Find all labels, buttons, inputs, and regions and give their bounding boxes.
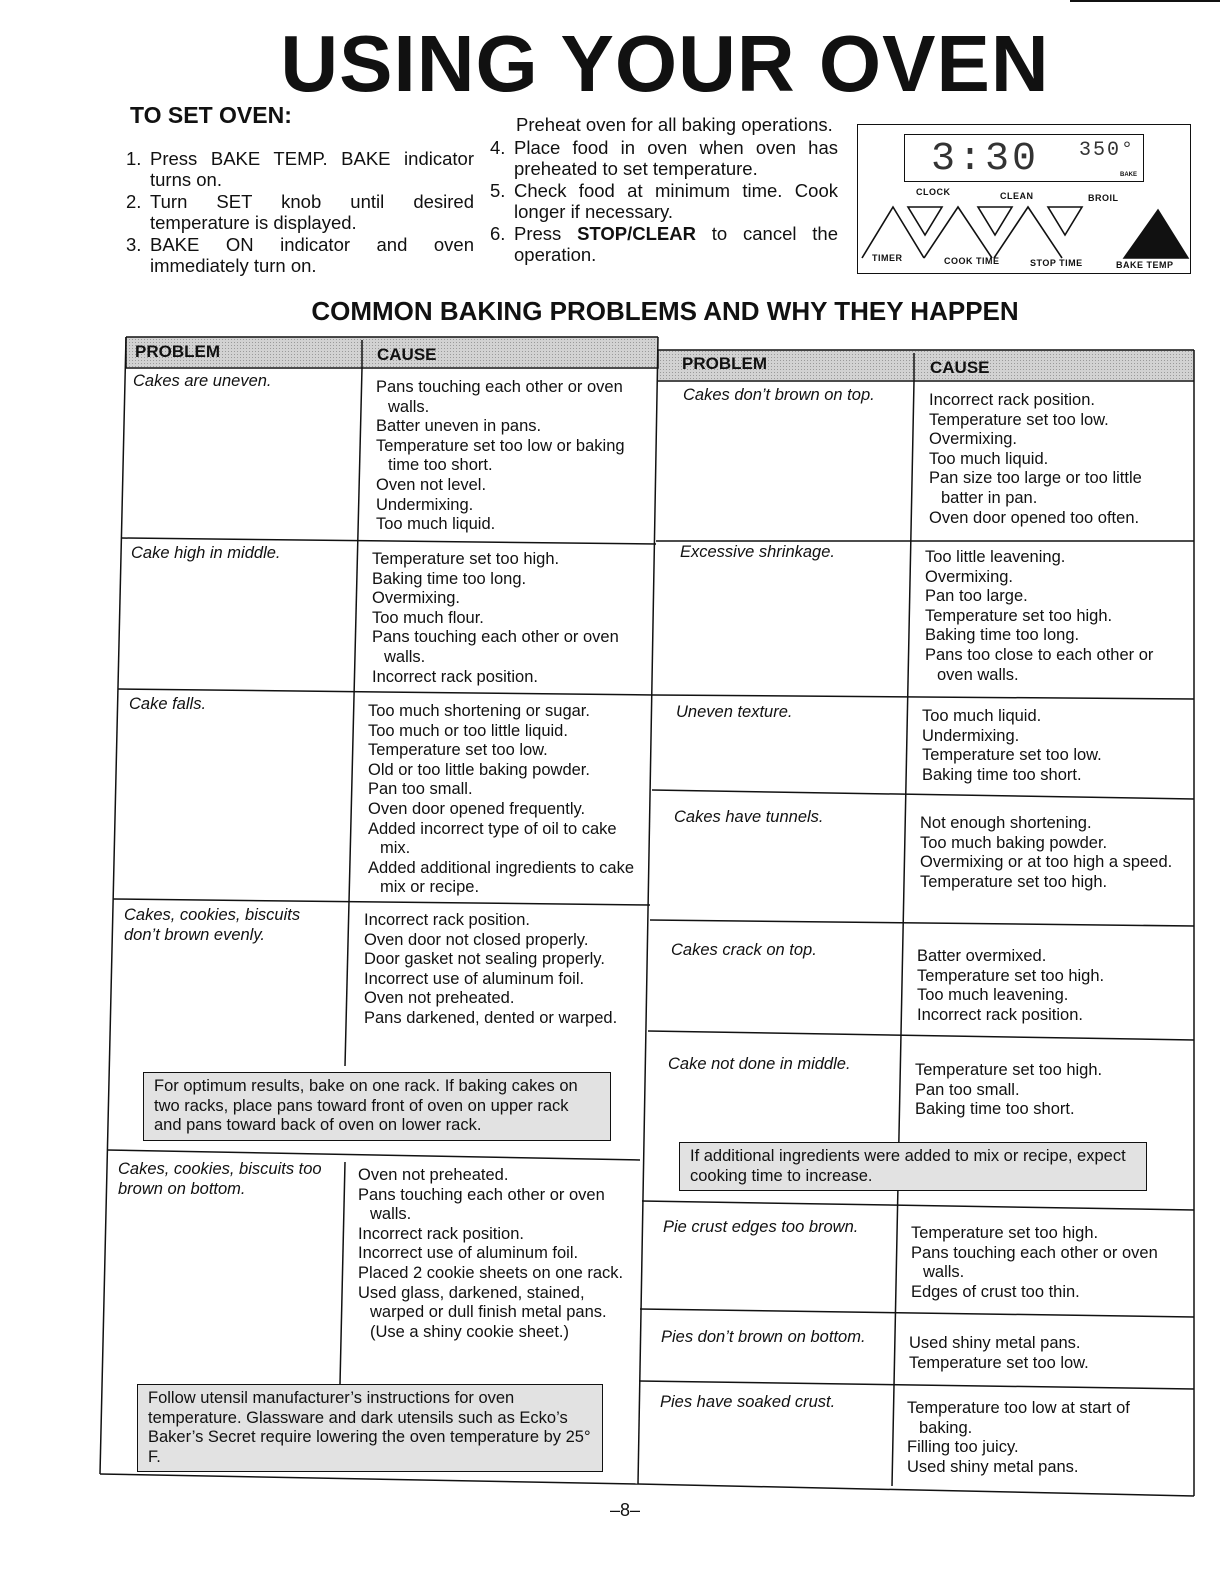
- cause-cell: Too little leavening. Overmixing. Pan too large. Temperature set too high. Baking time too long. Pans too close to each other or oven walls.: [925, 548, 1154, 684]
- problem-cell: Pies don’t brown on bottom.: [661, 1328, 866, 1346]
- time-readout: 3:30: [931, 137, 1040, 182]
- stop-time-label: STOP TIME: [1030, 258, 1083, 268]
- problem-cell: Pies have soaked crust.: [660, 1393, 836, 1411]
- step-3: 3. BAKE ON indicator and oven immediately turn on.: [126, 234, 474, 276]
- page-title: USING YOUR OVEN: [280, 19, 1050, 108]
- cause-cell: Too much liquid. Undermixing. Temperature set too low. Baking time too short.: [922, 707, 1102, 784]
- additional-ingredients-note: If additional ingredients were added to mix or recipe, expect cooking time to increase.: [679, 1142, 1147, 1191]
- header-cause-right: CAUSE: [930, 358, 990, 377]
- header-problem-right: PROBLEM: [682, 354, 767, 373]
- cause-cell: Temperature set too high. Pan too small. Baking time too short.: [915, 1061, 1103, 1119]
- step-6: 6. Press STOP/CLEAR to cancel the operation.: [490, 223, 838, 265]
- preheat-note: Preheat oven for all baking operations.: [516, 114, 833, 135]
- clock-label: CLOCK: [916, 187, 951, 197]
- cook-time-label: COOK TIME: [944, 256, 1000, 266]
- step-2: 2. Turn SET knob until desired temperature is displayed.: [126, 191, 474, 233]
- header-problem-left: PROBLEM: [135, 342, 220, 361]
- cause-cell: Temperature too low at start of baking. Filling too juicy. Used shiny metal pans.: [907, 1399, 1130, 1476]
- stop-clear-key: STOP/CLEAR: [577, 223, 696, 244]
- problem-cell: Cakes don’t brown on top.: [683, 386, 875, 404]
- bake-temp-label: BAKE TEMP: [1116, 260, 1174, 270]
- cause-cell: Temperature set too high. Pans touching each other or oven walls. Edges of crust too thin.: [911, 1224, 1158, 1301]
- broil-label: BROIL: [1088, 193, 1119, 203]
- problem-cell: Cakes, cookies, biscuits too brown on bottom.: [118, 1160, 322, 1198]
- problem-cell: Cakes have tunnels.: [674, 808, 824, 826]
- cause-cell: Too much shortening or sugar. Too much or too little liquid. Temperature set too low. Old or too little baking powder. Pan too small. Oven door opened frequently. Added incorrect type of oil to cake mix. Added additional ingredients to cake mix or recipe.: [368, 702, 635, 897]
- problem-cell: Uneven texture.: [676, 703, 793, 721]
- problem-cell: Cakes crack on top.: [671, 941, 817, 959]
- cause-cell: Oven not preheated. Pans touching each other or oven walls. Incorrect rack position. Incorrect use of aluminum foil. Placed 2 cookie sheets on one rack. Used glass, darkened, stained, warped or dull finish metal pans. (Use a shiny cookie sheet.): [358, 1166, 624, 1341]
- header-cause-left: CAUSE: [377, 345, 437, 364]
- problem-cell: Excessive shrinkage.: [680, 543, 835, 561]
- page-number: –8–: [610, 1500, 641, 1520]
- utensil-note: Follow utensil manufacturer’s instructions for oven temperature. Glassware and dark utensils such as Ecko’s Baker’s Secret require lowering the oven temperature by 25° F.: [137, 1384, 603, 1472]
- clean-label: CLEAN: [1000, 191, 1034, 201]
- problem-cell: Cakes, cookies, biscuits don’t brown evenly.: [124, 906, 301, 944]
- temp-readout: 350°: [1078, 139, 1135, 162]
- cause-cell: Temperature set too high. Baking time too long. Overmixing. Too much flour. Pans touching each other or oven walls. Incorrect rack position.: [372, 550, 619, 686]
- cause-cell: Incorrect rack position. Temperature set too low. Overmixing. Too much liquid. Pan size too large or too little batter in pan. Oven door opened too often.: [929, 391, 1142, 527]
- problem-cell: Cakes are uneven.: [133, 372, 272, 390]
- cause-cell: Not enough shortening. Too much baking powder. Overmixing or at too high a speed. Temperature set too high.: [920, 814, 1173, 891]
- problem-cell: Pie crust edges too brown.: [663, 1218, 859, 1236]
- section-title: COMMON BAKING PROBLEMS AND WHY THEY HAPPEN: [311, 296, 1019, 326]
- step-5: 5. Check food at minimum time. Cook longer if necessary.: [490, 180, 838, 222]
- problem-cell: Cake falls.: [129, 695, 207, 713]
- problem-cell: Cake high in middle.: [131, 544, 281, 562]
- cause-cell: Used shiny metal pans. Temperature set too low.: [909, 1334, 1089, 1372]
- bake-indicator: BAKE: [1119, 172, 1137, 178]
- timer-label: TIMER: [872, 253, 903, 263]
- set-oven-heading: TO SET OVEN:: [130, 102, 292, 128]
- cause-cell: Pans touching each other or oven walls. Batter uneven in pans. Temperature set too low or baking time too short. Oven not level. Undermixing. Too much liquid.: [376, 378, 625, 534]
- step-4: 4. Place food in oven when oven has preheated to set temperature.: [490, 137, 838, 179]
- problem-cell: Cake not done in middle.: [668, 1055, 851, 1073]
- cause-cell: Incorrect rack position. Oven door not closed properly. Door gasket not sealing properly. Incorrect use of aluminum foil. Oven not preheated. Pans darkened, dented or warped.: [364, 911, 618, 1027]
- cause-cell: Batter overmixed. Temperature set too high. Too much leavening. Incorrect rack position.: [917, 947, 1105, 1024]
- one-rack-note: For optimum results, bake on one rack. If baking cakes on two racks, place pans toward front of oven on upper rack and pans toward back of oven on lower rack.: [143, 1072, 611, 1141]
- step-1: 1. Press BAKE TEMP. BAKE indicator turns on.: [126, 148, 474, 190]
